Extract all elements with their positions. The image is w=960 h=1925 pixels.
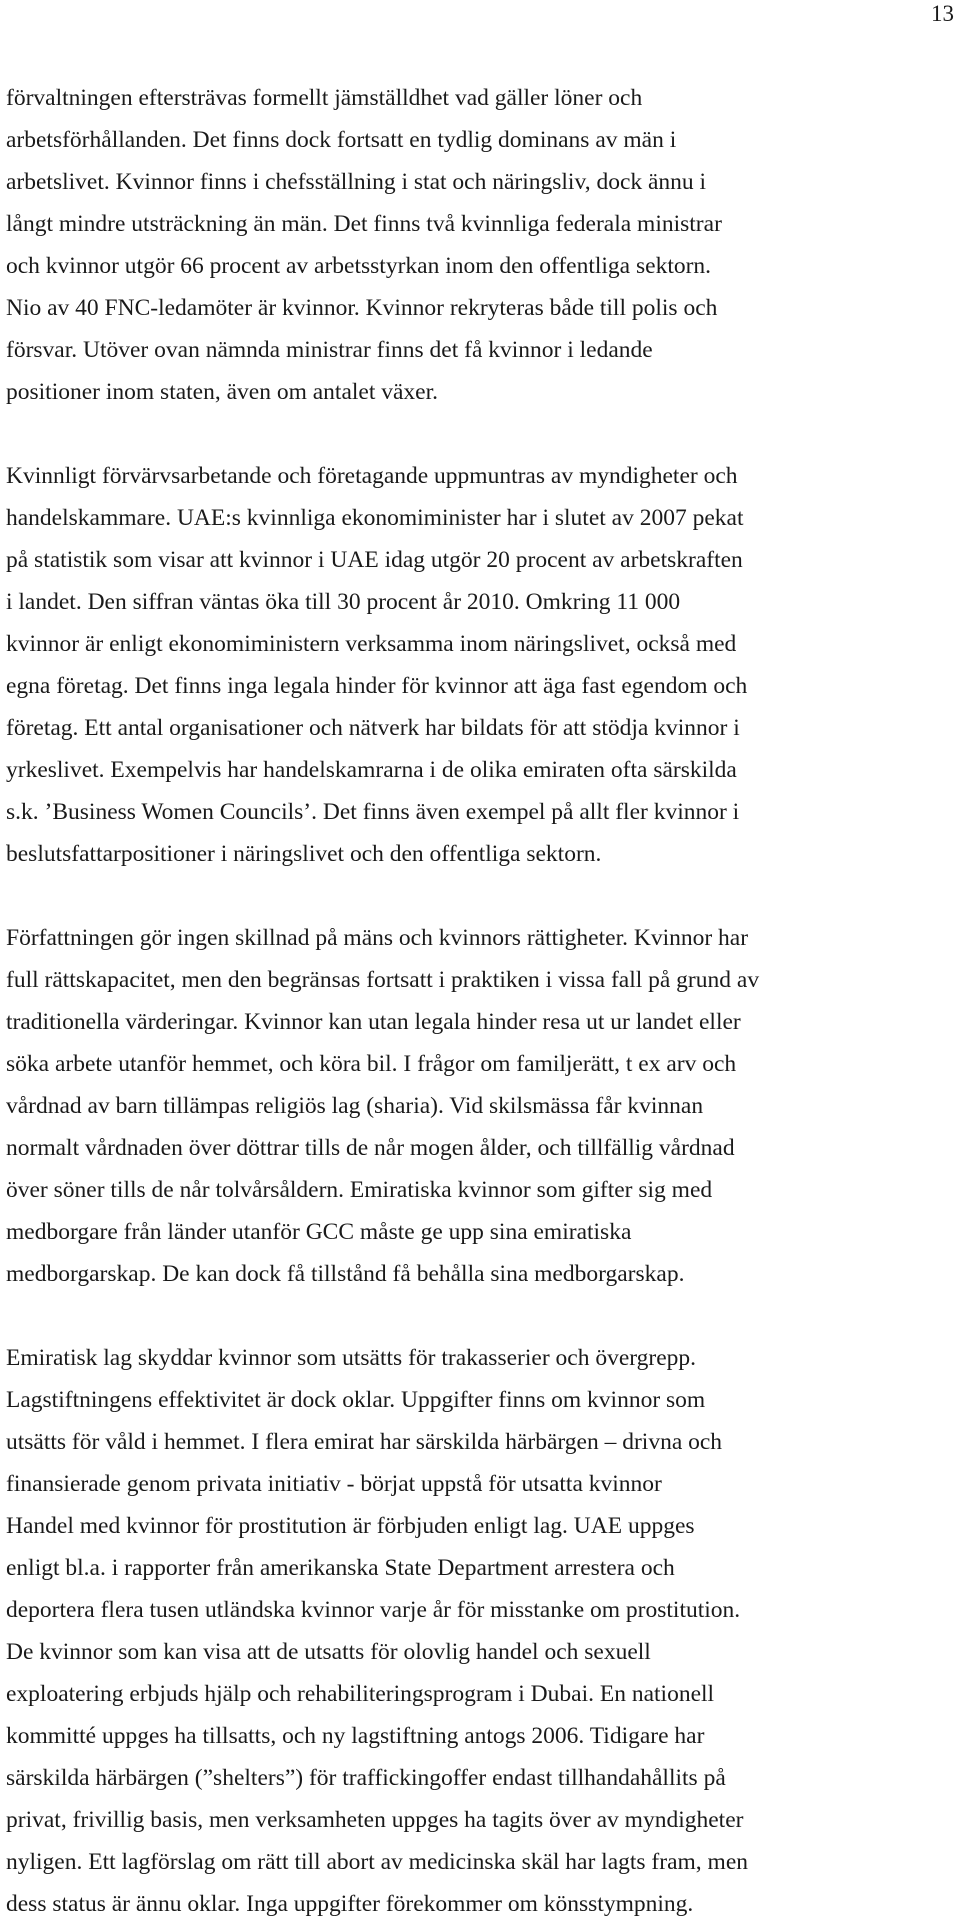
- text-line: s.k. ’Business Women Councils’. Det finns även exempel på allt fler kvinnor i: [6, 799, 740, 825]
- text-line: nyligen. Ett lagförslag om rätt till abort av medicinska skäl har lagts fram, men: [6, 1849, 749, 1875]
- text-line: arbetslivet. Kvinnor finns i chefsställning i stat och näringsliv, dock ännu i: [6, 169, 707, 195]
- text-line: egna företag. Det finns inga legala hinder för kvinnor att äga fast egendom och: [6, 673, 748, 699]
- text-line: normalt vårdnaden över döttrar tills de når mogen ålder, och tillfällig vårdnad: [6, 1135, 735, 1161]
- paragraph-2: [6, 455, 956, 875]
- text-line: Lagstiftningens effektivitet är dock oklar. Uppgifter finns om kvinnor som: [6, 1387, 706, 1413]
- text-line: långt mindre utsträckning än män. Det finns två kvinnliga federala ministrar: [6, 211, 722, 237]
- text-line: positioner inom staten, även om antalet växer.: [6, 379, 439, 405]
- text-line: vårdnad av barn tillämpas religiös lag (sharia). Vid skilsmässa får kvinnan: [6, 1093, 704, 1119]
- text-line: Kvinnligt förvärvsarbetande och företagande uppmuntras av myndigheter och: [6, 463, 738, 489]
- text-line: Författningen gör ingen skillnad på mäns och kvinnors rättigheter. Kvinnor har: [6, 925, 749, 951]
- text-line: yrkeslivet. Exempelvis har handelskamrarna i de olika emiraten ofta särskilda: [6, 757, 737, 783]
- text-line: över söner tills de når tolvårsåldern. Emiratiska kvinnor som gifter sig med: [6, 1177, 713, 1203]
- text-line: förvaltningen eftersträvas formellt jämställdhet vad gäller löner och: [6, 85, 643, 111]
- text-line: Emiratisk lag skyddar kvinnor som utsätts för trakasserier och övergrepp.: [6, 1345, 697, 1371]
- text-line: utsätts för våld i hemmet. I flera emirat har särskilda härbärgen – drivna och: [6, 1429, 723, 1455]
- text-line: kommitté uppges ha tillsatts, och ny lagstiftning antogs 2006. Tidigare har: [6, 1723, 705, 1749]
- text-line: medborgarskap. De kan dock få tillstånd få behålla sina medborgarskap.: [6, 1261, 685, 1287]
- text-line: traditionella värderingar. Kvinnor kan utan legala hinder resa ut ur landet eller: [6, 1009, 741, 1035]
- page-number: 13: [931, 1, 954, 26]
- text-line: och kvinnor utgör 66 procent av arbetsstyrkan inom den offentliga sektorn.: [6, 253, 712, 279]
- text-line: enligt bl.a. i rapporter från amerikanska State Department arrestera och: [6, 1555, 675, 1581]
- paragraph-3: [6, 917, 956, 1295]
- text-line: deportera flera tusen utländska kvinnor varje år för misstanke om prostitution.: [6, 1597, 741, 1623]
- text-line: företag. Ett antal organisationer och nätverk har bildats för att stödja kvinnor i: [6, 715, 740, 741]
- paragraph-spacer: [6, 1295, 956, 1337]
- text-line: på statistik som visar att kvinnor i UAE idag utgör 20 procent av arbetskraften: [6, 547, 743, 573]
- text-line: arbetsförhållanden. Det finns dock fortsatt en tydlig dominans av män i: [6, 127, 677, 153]
- text-line: medborgare från länder utanför GCC måste ge upp sina emiratiska: [6, 1219, 632, 1245]
- text-line: försvar. Utöver ovan nämnda ministrar finns det få kvinnor i ledande: [6, 337, 653, 363]
- paragraph-1: [6, 77, 956, 413]
- text-line: beslutsfattarpositioner i näringslivet och den offentliga sektorn.: [6, 841, 602, 867]
- text-line: i landet. Den siffran väntas öka till 30 procent år 2010. Omkring 11 000: [6, 589, 681, 615]
- text-line: full rättskapacitet, men den begränsas fortsatt i praktiken i vissa fall på grund av: [6, 967, 760, 993]
- text-line: dess status är ännu oklar. Inga uppgifter förekommer om könsstympning.: [6, 1891, 694, 1917]
- paragraph-4: [6, 1337, 956, 1925]
- paragraph-spacer: [6, 875, 956, 917]
- text-line: privat, frivillig basis, men verksamheten uppges ha tagits över av myndigheter: [6, 1807, 744, 1833]
- paragraph-spacer: [6, 413, 956, 455]
- document-body: [6, 77, 956, 1925]
- text-line: Handel med kvinnor för prostitution är förbjuden enligt lag. UAE uppges: [6, 1513, 695, 1539]
- text-line: kvinnor är enligt ekonomiministern verksamma inom näringslivet, också med: [6, 631, 737, 657]
- text-line: finansierade genom privata initiativ - börjat uppstå för utsatta kvinnor: [6, 1471, 662, 1497]
- text-line: söka arbete utanför hemmet, och köra bil. I frågor om familjerätt, t ex arv och: [6, 1051, 737, 1077]
- text-line: De kvinnor som kan visa att de utsatts för olovlig handel och sexuell: [6, 1639, 651, 1665]
- text-line: särskilda härbärgen (”shelters”) för traffickingoffer endast tillhandahållits på: [6, 1765, 726, 1791]
- text-line: Nio av 40 FNC-ledamöter är kvinnor. Kvinnor rekryteras både till polis och: [6, 295, 718, 321]
- text-line: exploatering erbjuds hjälp och rehabiliteringsprogram i Dubai. En nationell: [6, 1681, 715, 1707]
- text-line: handelskammare. UAE:s kvinnliga ekonomiminister har i slutet av 2007 pekat: [6, 505, 744, 531]
